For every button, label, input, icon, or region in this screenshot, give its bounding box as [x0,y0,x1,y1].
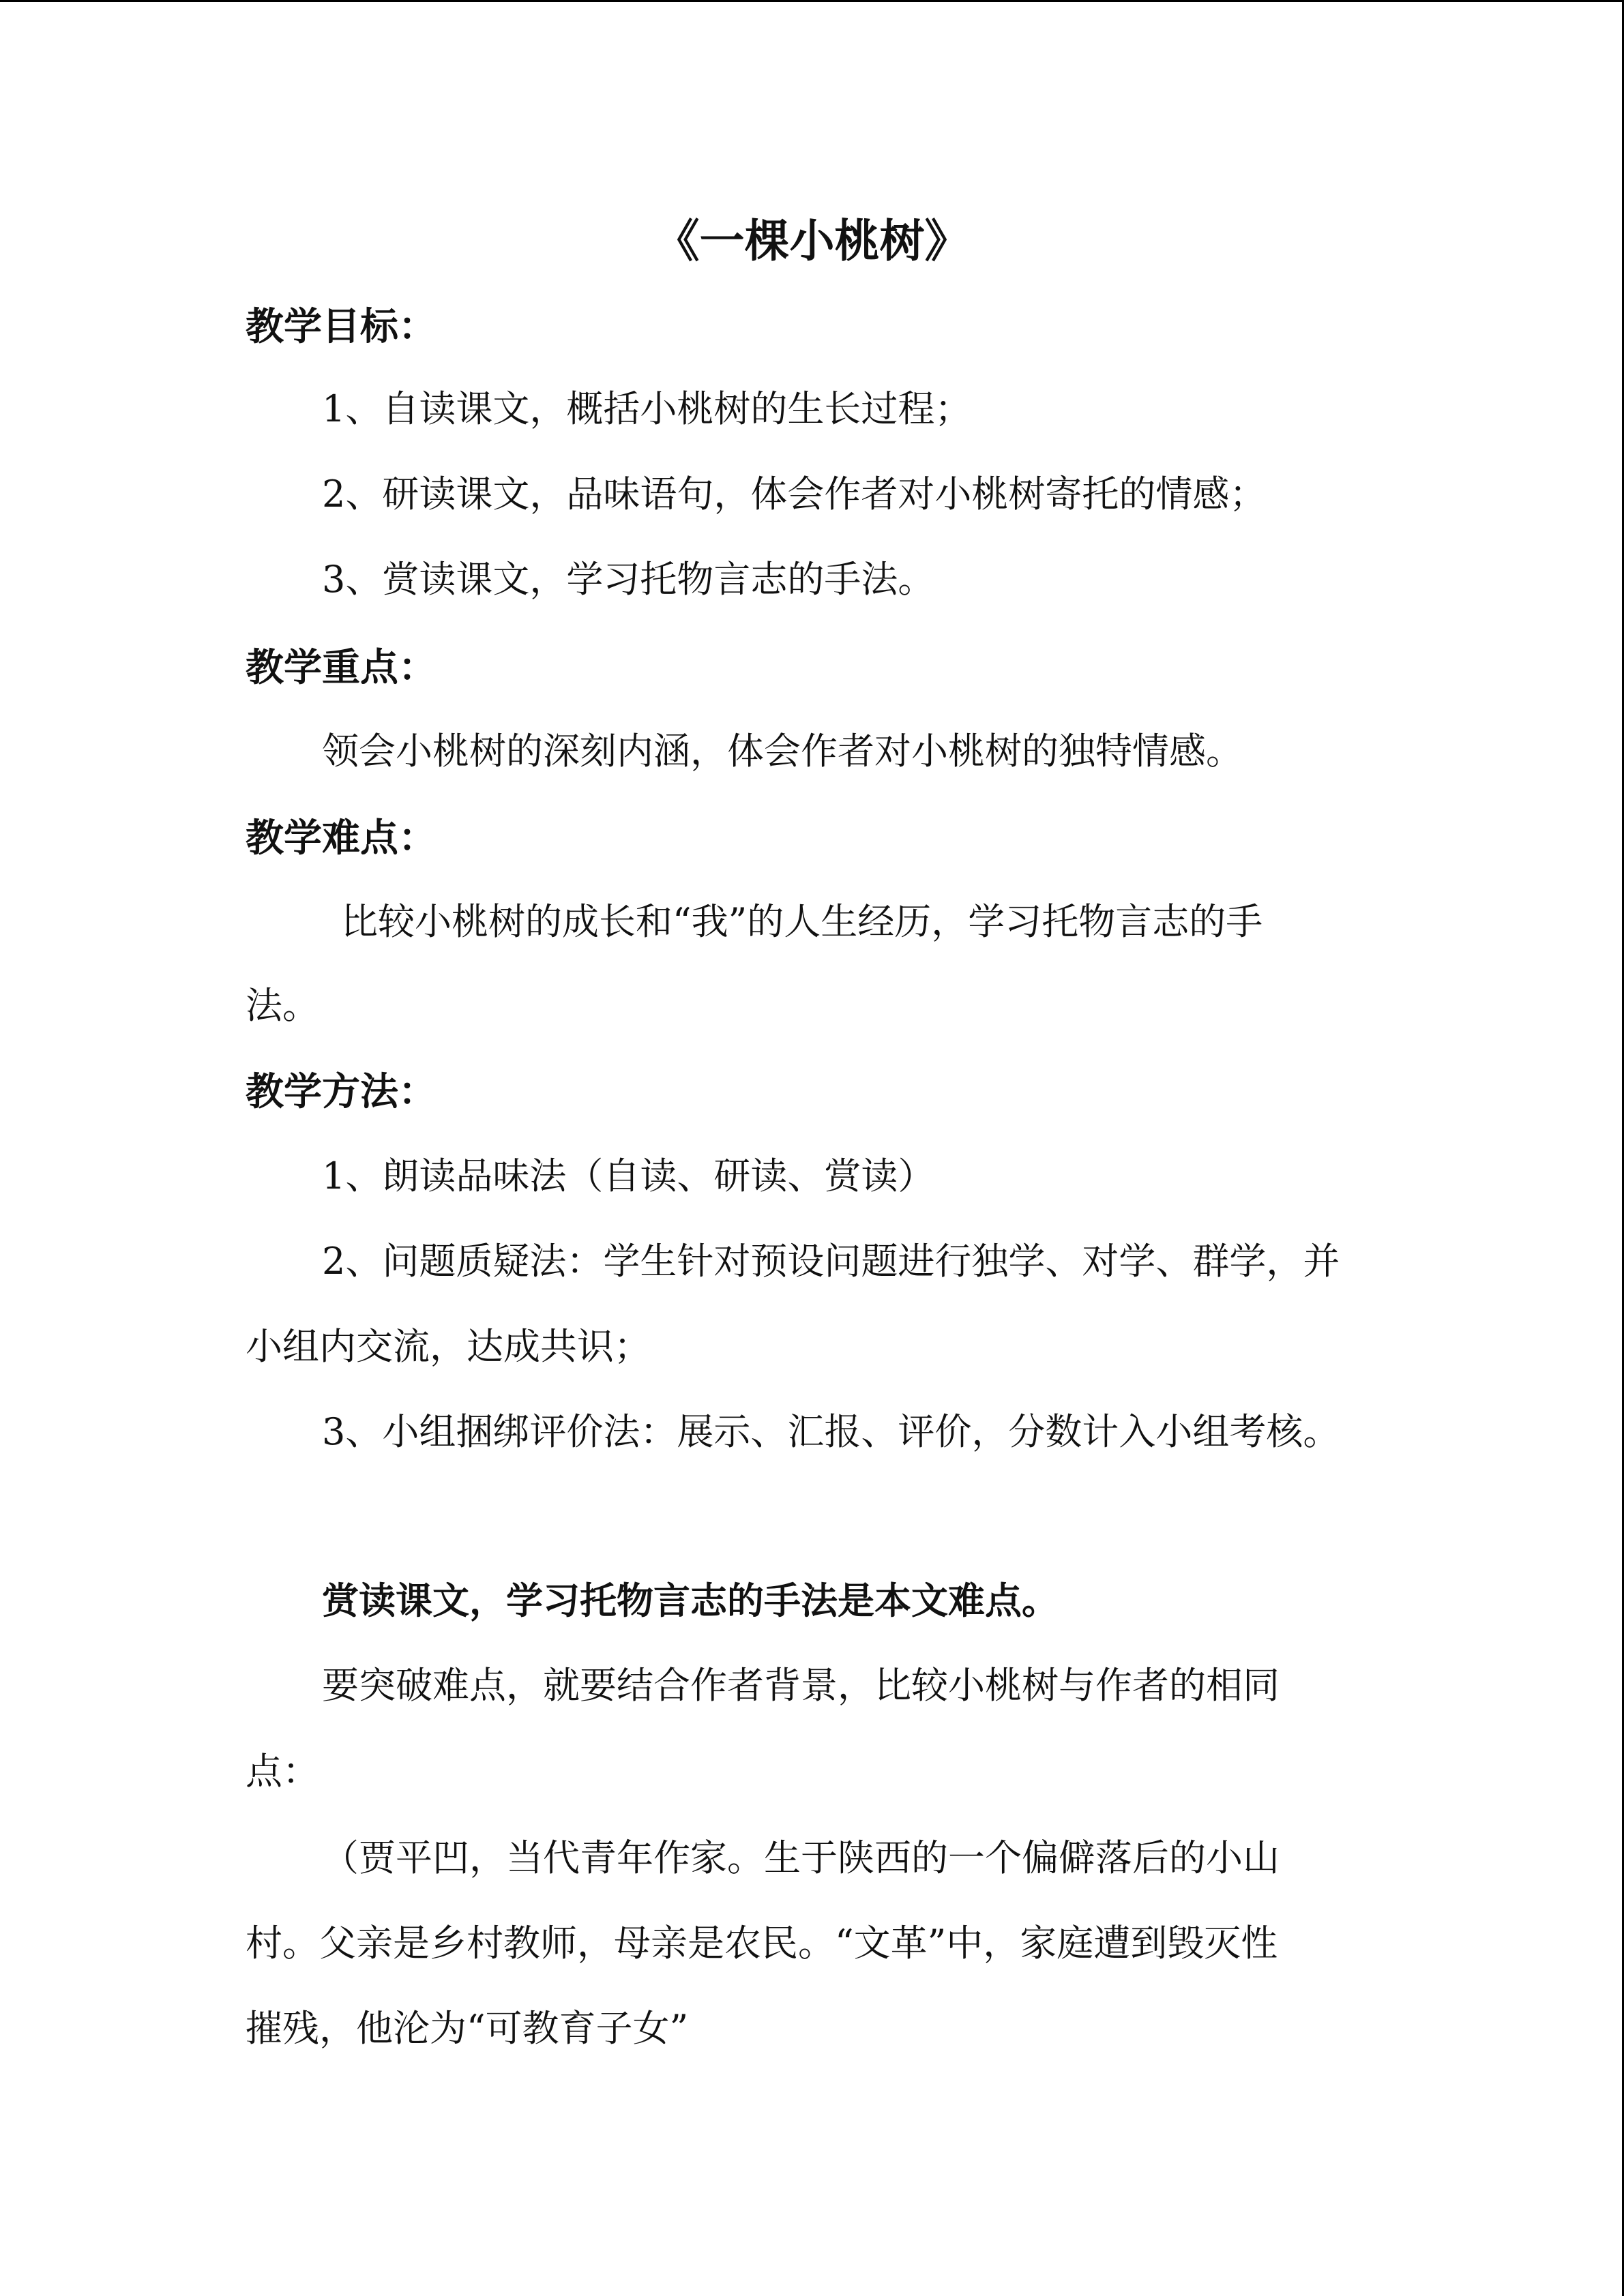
analysis-line-3: （贾平凹，当代青年作家。生于陕西的一个偏僻落后的小山 [322,1836,1280,1879]
objective-item-2: 2、研读课文，品味语句，体会作者对小桃树寄托的情感； [322,473,1267,516]
analysis-line-1: 要突破难点，就要结合作者背景，比较小桃树与作者的相同 [322,1664,1280,1707]
difficulties-heading: 教学难点： [246,816,437,861]
analysis-bold-line: 赏读课文，学习托物言志的手法是本文难点。 [322,1579,1059,1622]
methods-line-1: 1、朗读品味法（自读、研读、赏读） [322,1154,935,1197]
methods-line-2: 2、问题质疑法：学生针对预设问题进行独学、对学、群学，并 [322,1240,1340,1283]
methods-heading: 教学方法： [246,1070,437,1114]
difficulties-line-1: 比较小桃树的成长和“我”的人生经历，学习托物言志的手 [341,900,1263,943]
key-points-text: 领会小桃树的深刻内涵，体会作者对小桃树的独特情感。 [322,730,1243,773]
analysis-line-5: 摧残，他沦为“可教育子女” [246,2007,689,2050]
objectives-heading: 教学目标： [246,305,437,349]
key-points-heading: 教学重点： [246,646,437,690]
analysis-line-4: 村。父亲是乡村教师，母亲是农民。“文革”中，家庭遭到毁灭性 [246,1922,1278,1965]
methods-line-4: 3、小组捆绑评价法：展示、汇报、评价，分数计入小组考核。 [322,1410,1340,1453]
methods-line-3: 小组内交流，达成共识； [246,1325,651,1368]
objective-item-1: 1、自读课文，概括小桃树的生长过程； [322,387,972,430]
analysis-line-2: 点： [246,1750,319,1793]
page-top-border [0,0,1624,2]
objective-item-3: 3、赏读课文，学习托物言志的手法。 [322,558,935,601]
document-title: 《一棵小桃树》 [654,215,970,267]
difficulties-line-2: 法。 [246,984,319,1027]
